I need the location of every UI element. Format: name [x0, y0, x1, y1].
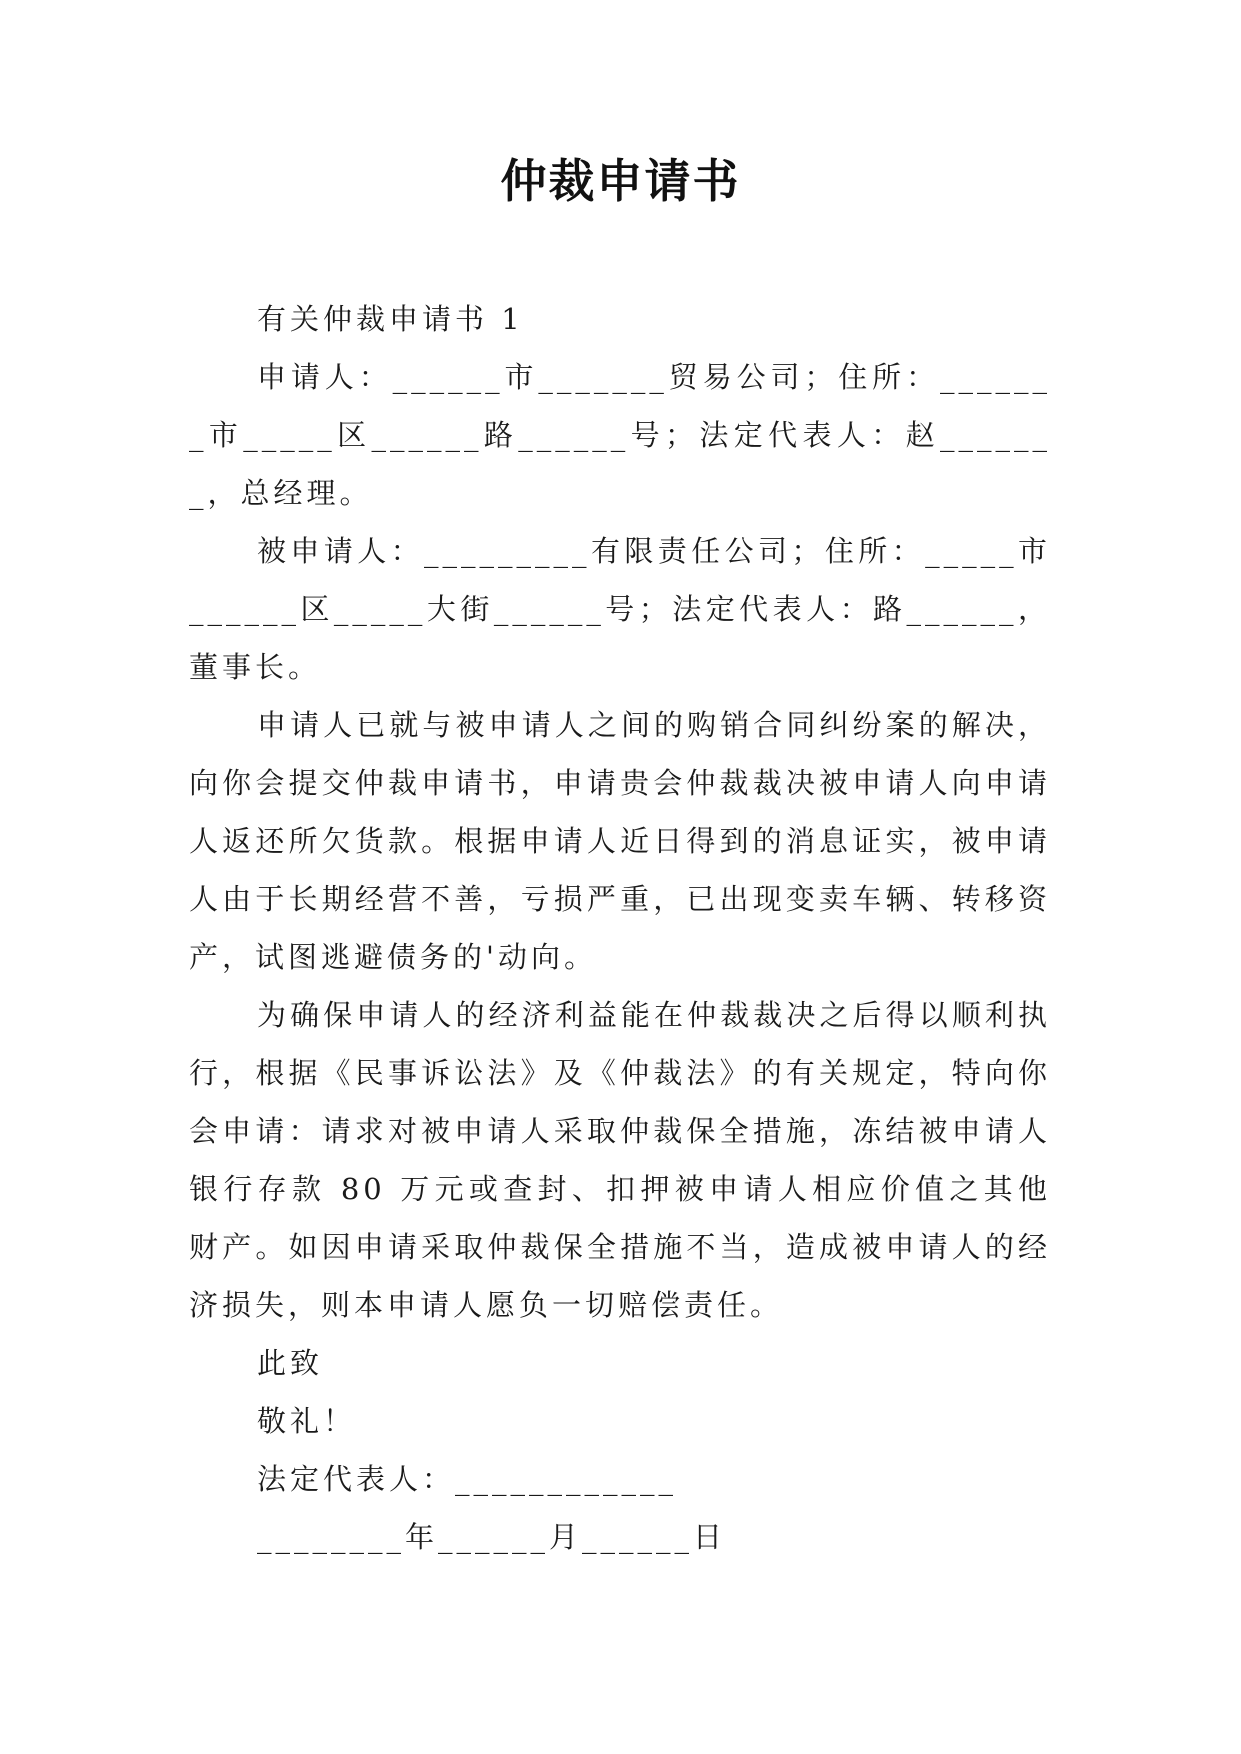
signature-date: ________年______月______日 — [257, 1520, 727, 1554]
paragraph-request: 为确保申请人的经济利益能在仲裁裁决之后得以顺利执行，根据《民事诉讼法》及《仲裁法》的有关规定，特向你会申请：请求对被申请人采取仲裁保全措施，冻结被申请人银行存款 80 万元或查封、扣押被申请人相应价值之其他财产。如因申请采取仲裁保全措施不当，造成被申请人的经济损失，则本申请人愿负一切赔偿责任。 — [189, 998, 1051, 1322]
paragraph-applicant: 申请人：______市_______贸易公司；住所：_______市_____区______路______号；法定代表人：赵_______，总经理。 — [189, 360, 1051, 510]
paragraph-subtitle: 有关仲裁申请书 1 — [257, 302, 524, 336]
signature-representative: 法定代表人：____________ — [257, 1462, 678, 1496]
paragraph-respondent: 被申请人：_________有限责任公司；住所：_____市______区_____大街______号；法定代表人：路______，董事长。 — [189, 534, 1051, 684]
document-title: 仲裁申请书 — [500, 154, 741, 208]
paragraph-facts: 申请人已就与被申请人之间的购销合同纠纷案的解决，向你会提交仲裁申请书，申请贵会仲裁裁决被申请人向申请人返还所欠货款。根据申请人近日得到的消息证实，被申请人由于长期经营不善，亏损严重，已出现变卖车辆、转移资产，试图逃避债务的'动向。 — [189, 708, 1051, 974]
closing-salutation: 此致 — [257, 1346, 324, 1380]
document-body — [189, 290, 1051, 1566]
closing-regards: 敬礼！ — [257, 1404, 357, 1438]
